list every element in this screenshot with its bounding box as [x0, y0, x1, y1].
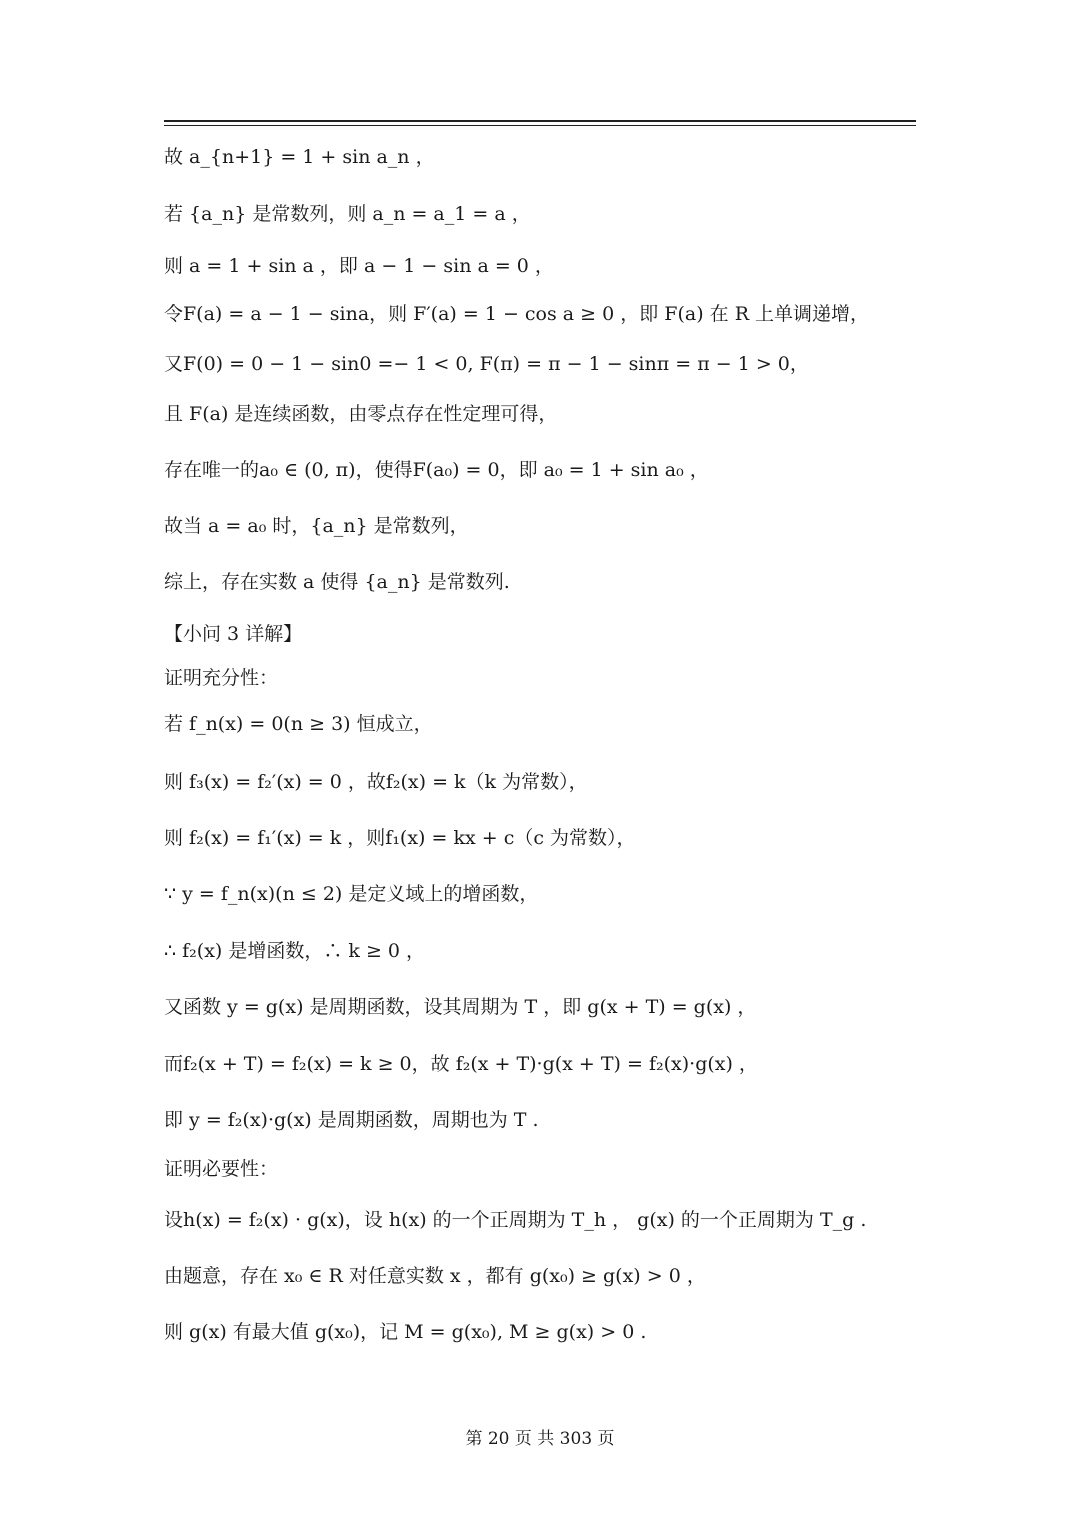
page-footer: 第 20 页 共 303 页: [465, 1429, 615, 1449]
text-line: 综上，存在实数 a 使得 {a_n} 是常数列.: [164, 571, 510, 593]
text-line: 存在唯一的a₀ ∈ (0, π)，使得F(a₀) = 0，即 a₀ = 1 + sin a₀ ，: [164, 459, 709, 481]
text-line: 则 f₃(x) = f₂′(x) = 0 ，故f₂(x) = k（k 为常数），: [164, 771, 588, 793]
text-line: 证明必要性：: [164, 1158, 279, 1180]
text-line: 由题意，存在 x₀ ∈ R 对任意实数 x ，都有 g(x₀) ≥ g(x) > 0 ，: [164, 1265, 706, 1287]
text-line: 故 a_{n+1} = 1 + sin a_n ，: [164, 146, 435, 168]
text-line: 则 a = 1 + sin a ，即 a − 1 − sin a = 0 ，: [164, 255, 554, 277]
text-line: ∵ y = f_n(x)(n ≤ 2) 是定义域上的增函数，: [164, 883, 539, 905]
header-rule-thick: [164, 120, 916, 122]
text-line: ∴ f₂(x) 是增函数，∴ k ≥ 0 ，: [164, 940, 426, 962]
text-line: 若 f_n(x) = 0(n ≥ 3) 恒成立，: [164, 713, 433, 735]
text-line: 而f₂(x + T) = f₂(x) = k ≥ 0，故 f₂(x + T)·g(x + T) = f₂(x)·g(x) ，: [164, 1053, 758, 1075]
section-heading: 【小问 3 详解】: [164, 623, 303, 645]
text-line: 即 y = f₂(x)·g(x) 是周期函数，周期也为 T .: [164, 1109, 539, 1131]
text-line: 若 {a_n} 是常数列，则 a_n = a_1 = a ，: [164, 203, 531, 225]
text-line: 设h(x) = f₂(x) · g(x)，设 h(x) 的一个正周期为 T_h ， g(x) 的一个正周期为 T_g .: [164, 1209, 867, 1231]
header-rule-thin: [164, 125, 916, 126]
text-line: 又F(0) = 0 − 1 − sin0 =− 1 < 0, F(π) = π − 1 − sinπ = π − 1 > 0，: [164, 353, 809, 375]
text-line: 令F(a) = a − 1 − sina，则 F′(a) = 1 − cos a ≥ 0 ，即 F(a) 在 R 上单调递增，: [164, 303, 870, 325]
text-line: 又函数 y = g(x) 是周期函数，设其周期为 T ，即 g(x + T) = g(x) ，: [164, 996, 757, 1018]
text-line: 且 F(a) 是连续函数，由零点存在性定理可得，: [164, 403, 558, 425]
text-line: 则 f₂(x) = f₁′(x) = k ，则f₁(x) = kx + c（c 为常数），: [164, 827, 636, 849]
text-line: 则 g(x) 有最大值 g(x₀)，记 M = g(x₀), M ≥ g(x) > 0 .: [164, 1321, 647, 1343]
text-line: 证明充分性：: [164, 667, 279, 689]
text-line: 故当 a = a₀ 时，{a_n} 是常数列，: [164, 515, 469, 537]
